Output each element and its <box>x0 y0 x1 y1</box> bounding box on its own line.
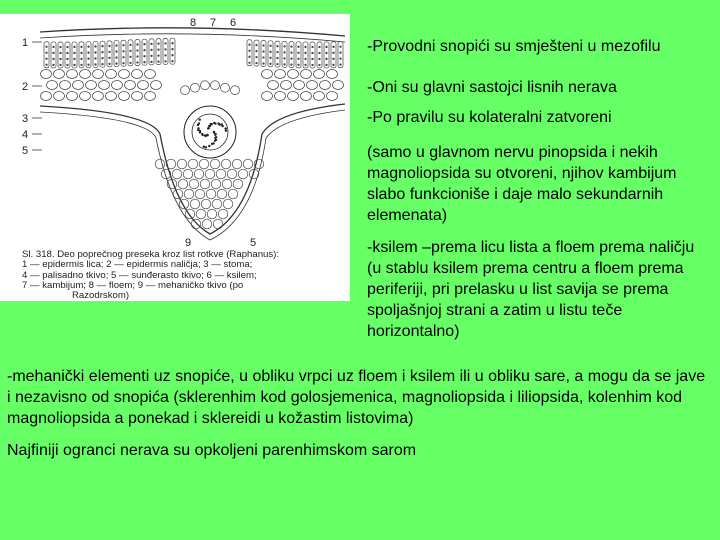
spongy-cell <box>327 70 338 79</box>
vessel-dot <box>225 129 227 131</box>
spongy-cell <box>281 81 292 90</box>
spongy-cell <box>106 92 117 101</box>
chloroplast-dot <box>172 60 174 62</box>
spongy-cell <box>67 70 78 79</box>
chloroplast-dot <box>298 58 300 60</box>
parenchyma-cell <box>201 199 211 209</box>
bullet-text: -Provodni snopići su smješteni u mezofilu <box>367 38 661 55</box>
spongy-cell <box>54 92 65 101</box>
parenchyma-cell <box>191 219 201 229</box>
chloroplast-dot <box>74 58 76 60</box>
caption-line: Razodrskom) <box>72 290 130 302</box>
spongy-cell <box>47 81 58 90</box>
vessel-dot <box>201 133 203 135</box>
chloroplast-dot <box>60 64 62 66</box>
spongy-cell <box>119 92 130 101</box>
spongy-cell <box>125 81 136 90</box>
chloroplast-dot <box>277 45 279 47</box>
spongy-cell <box>99 81 110 90</box>
chloroplast-dot <box>130 56 132 58</box>
spongy-cell <box>41 70 52 79</box>
vessel-dot <box>208 145 210 147</box>
chloroplast-dot <box>53 64 55 66</box>
spongy-cell <box>301 92 312 101</box>
spongy-cell <box>294 81 305 90</box>
chloroplast-dot <box>81 58 83 60</box>
chloroplast-dot <box>319 46 321 48</box>
spongy-cell <box>333 81 344 90</box>
spongy-cell <box>106 70 117 79</box>
chloroplast-dot <box>305 52 307 54</box>
figure-label-number: 1 <box>22 37 29 49</box>
chloroplast-dot <box>130 62 132 64</box>
spongy-cell <box>132 70 143 79</box>
spongy-cell <box>119 70 130 79</box>
chloroplast-dot <box>312 64 314 66</box>
chloroplast-dot <box>116 63 118 65</box>
chloroplast-dot <box>291 46 293 48</box>
chloroplast-dot <box>165 61 167 63</box>
chloroplast-dot <box>263 63 265 65</box>
chloroplast-dot <box>109 45 111 47</box>
bullet-text: -ksilem –prema licu lista a floem prema naličju (u stablu ksilem prema centru a floem prema periferiji, pri prelasku u list savija se prema spoljašnjoj strani a zatim u listu teče horizontalno) <box>367 239 695 340</box>
chloroplast-dot <box>158 61 160 63</box>
chloroplast-dot <box>158 49 160 51</box>
chloroplast-dot <box>67 64 69 66</box>
chloroplast-dot <box>284 58 286 60</box>
chloroplast-dot <box>256 50 258 52</box>
chloroplast-dot <box>74 46 76 48</box>
spongy-cell <box>60 81 71 90</box>
parenchyma-cell <box>184 189 194 199</box>
chloroplast-dot <box>60 46 62 48</box>
caption-line: 1 — epidermis lica; 2 — epidermis naličja; 3 — stoma; <box>22 259 253 271</box>
vessel-dot <box>218 124 220 126</box>
spongy-cell <box>268 81 279 90</box>
parenchyma-cell <box>243 159 253 169</box>
vessel-dot <box>199 130 201 132</box>
chloroplast-dot <box>109 51 111 53</box>
chloroplast-dot <box>116 57 118 59</box>
chloroplast-dot <box>263 51 265 53</box>
chloroplast-dot <box>151 49 153 51</box>
chloroplast-dot <box>172 54 174 56</box>
bottom-text <box>7 366 707 461</box>
parenchyma-cell <box>206 189 216 199</box>
chloroplast-dot <box>298 52 300 54</box>
parenchyma-cell <box>213 219 223 229</box>
chloroplast-dot <box>102 51 104 53</box>
vessel-dot <box>199 119 201 121</box>
caption-line: 7 — kambijum; 8 — floem; 9 — mehaničko tkivo (po <box>22 279 244 291</box>
spongy-cell <box>151 81 162 90</box>
chloroplast-dot <box>46 64 48 66</box>
figure-caption <box>22 250 344 301</box>
chloroplast-dot <box>67 46 69 48</box>
vessel-dot <box>211 123 213 125</box>
vessel-dot <box>204 134 206 136</box>
parenchyma-cell <box>232 159 242 169</box>
figure-label-number: 2 <box>22 81 29 93</box>
chloroplast-dot <box>74 64 76 66</box>
chloroplast-dot <box>46 46 48 48</box>
figure-label-number: 4 <box>22 129 29 141</box>
chloroplast-dot <box>53 46 55 48</box>
chloroplast-dot <box>284 52 286 54</box>
parenchyma-cell <box>221 83 230 92</box>
chloroplast-dot <box>60 58 62 60</box>
bullet-text: -Po pravilu su kolateralni zatvoreni <box>367 109 612 126</box>
chloroplast-dot <box>340 46 342 48</box>
chloroplast-dot <box>326 52 328 54</box>
parenchyma-cell <box>210 159 220 169</box>
chloroplast-dot <box>74 52 76 54</box>
spongy-cell <box>307 81 318 90</box>
chloroplast-dot <box>137 56 139 58</box>
chloroplast-dot <box>249 62 251 64</box>
chloroplast-dot <box>102 63 104 65</box>
chloroplast-dot <box>95 58 97 60</box>
chloroplast-dot <box>270 57 272 59</box>
chloroplast-dot <box>333 46 335 48</box>
parenchyma-cell <box>227 169 237 179</box>
chloroplast-dot <box>256 62 258 64</box>
parenchyma-cell <box>189 179 199 189</box>
chloroplast-dot <box>326 58 328 60</box>
spongy-cell <box>275 70 286 79</box>
chloroplast-dot <box>326 64 328 66</box>
parenchyma-cell <box>223 199 233 209</box>
bullet-text: -mehanički elementi uz snopiće, u obliku vrpci uz floem i ksilem ili u obliku sare, a mogu da se jave i nezavisno od snopića (sklerenhim kod golosjemenica, magnoliopsida i liliopsida, kolenhim kod magnoliopsida a ponekad i sklereidi u kožastim listovima) <box>7 368 706 427</box>
spongy-cell <box>314 92 325 101</box>
chloroplast-dot <box>172 48 174 50</box>
chloroplast-dot <box>116 45 118 47</box>
spongy-cell <box>73 81 84 90</box>
chloroplast-dot <box>95 52 97 54</box>
parenchyma-cell <box>188 159 198 169</box>
chloroplast-dot <box>263 57 265 59</box>
chloroplast-dot <box>291 58 293 60</box>
parenchyma-cell <box>172 169 182 179</box>
vessel-dot <box>197 127 199 129</box>
chloroplast-dot <box>319 64 321 66</box>
figure-label-number: 7 <box>210 17 217 29</box>
chloroplast-dot <box>123 44 125 46</box>
caption-line: Sl. 318. Deo poprečnog preseka kroz list rotkve (Raphanus): <box>22 249 280 260</box>
chloroplast-dot <box>312 52 314 54</box>
chloroplast-dot <box>53 58 55 60</box>
vessel-dot <box>213 131 215 133</box>
chloroplast-dot <box>158 55 160 57</box>
vessel-dot <box>214 122 216 124</box>
vessel-dot <box>207 127 209 129</box>
chloroplast-dot <box>137 62 139 64</box>
chloroplast-dot <box>123 56 125 58</box>
vessel-dot <box>203 146 205 148</box>
chloroplast-dot <box>88 64 90 66</box>
spongy-cell <box>301 70 312 79</box>
chloroplast-dot <box>165 49 167 51</box>
chloroplast-dot <box>312 58 314 60</box>
parenchyma-cell <box>222 179 232 189</box>
chloroplast-dot <box>130 44 132 46</box>
chloroplast-dot <box>109 57 111 59</box>
parenchyma-cell <box>191 83 200 92</box>
chloroplast-dot <box>123 62 125 64</box>
parenchyma-cell <box>196 209 206 219</box>
parenchyma-cell <box>178 179 188 189</box>
chloroplast-dot <box>151 43 153 45</box>
chloroplast-dot <box>144 43 146 45</box>
spongy-cell <box>132 92 143 101</box>
parenchyma-cell <box>155 159 165 169</box>
chloroplast-dot <box>298 46 300 48</box>
chloroplast-dot <box>326 46 328 48</box>
chloroplast-dot <box>249 56 251 58</box>
chloroplast-dot <box>123 50 125 52</box>
parenchyma-cell <box>166 159 176 169</box>
chloroplast-dot <box>67 58 69 60</box>
vessel-dot <box>214 134 216 136</box>
spongy-cell <box>54 70 65 79</box>
spongy-cell <box>80 92 91 101</box>
chloroplast-dot <box>340 58 342 60</box>
parenchyma-cell <box>202 219 212 229</box>
chloroplast-dot <box>81 52 83 54</box>
chloroplast-dot <box>277 57 279 59</box>
chloroplast-dot <box>340 64 342 66</box>
chloroplast-dot <box>298 64 300 66</box>
chloroplast-dot <box>270 51 272 53</box>
chloroplast-dot <box>277 51 279 53</box>
chloroplast-dot <box>333 52 335 54</box>
parenchyma-cell <box>233 179 243 189</box>
spongy-cell <box>138 81 149 90</box>
chloroplast-dot <box>95 64 97 66</box>
spongy-cell <box>112 81 123 90</box>
parenchyma-cell <box>207 209 217 219</box>
chloroplast-dot <box>256 44 258 46</box>
spongy-cell <box>314 70 325 79</box>
parenchyma-cell <box>218 209 228 219</box>
chloroplast-dot <box>165 55 167 57</box>
spongy-cell <box>80 70 91 79</box>
chloroplast-dot <box>53 52 55 54</box>
chloroplast-dot <box>102 45 104 47</box>
chloroplast-dot <box>340 52 342 54</box>
spongy-cell <box>275 92 286 101</box>
chloroplast-dot <box>305 64 307 66</box>
parenchyma-cell <box>216 169 226 179</box>
parenchyma-cell <box>194 169 204 179</box>
parenchyma-cell <box>228 189 238 199</box>
chloroplast-dot <box>46 58 48 60</box>
chloroplast-dot <box>116 51 118 53</box>
vessel-dot <box>224 127 226 129</box>
spongy-cell <box>327 92 338 101</box>
parenchyma-cell <box>181 86 190 95</box>
chloroplast-dot <box>172 42 174 44</box>
parenchyma-cell <box>201 81 210 90</box>
figure-label-number: 5 <box>250 237 257 249</box>
spongy-cell <box>262 70 273 79</box>
parenchyma-cell <box>190 199 200 209</box>
chloroplast-dot <box>151 55 153 57</box>
bullet-text: -Oni su glavni sastojci lisnih nerava <box>367 79 617 96</box>
chloroplast-dot <box>144 61 146 63</box>
figure-label-number: 5 <box>22 145 29 157</box>
caption-line: 4 — palisadno tkivo; 5 — sunđerasto tkivo; 6 — ksilem; <box>22 269 257 281</box>
parenchyma-cell <box>195 189 205 199</box>
parenchyma-cell <box>177 159 187 169</box>
chloroplast-dot <box>305 58 307 60</box>
figure-label-number: 6 <box>230 17 237 29</box>
chloroplast-dot <box>256 56 258 58</box>
spongy-cell <box>93 92 104 101</box>
vessel-dot <box>205 146 207 148</box>
chloroplast-dot <box>165 43 167 45</box>
spongy-cell <box>86 81 97 90</box>
vessel-dot <box>214 139 216 141</box>
chloroplast-dot <box>81 46 83 48</box>
spongy-cell <box>320 81 331 90</box>
figure-label-number: 8 <box>190 17 197 29</box>
spongy-cell <box>145 92 156 101</box>
chloroplast-dot <box>46 52 48 54</box>
chloroplast-dot <box>319 52 321 54</box>
chloroplast-dot <box>151 61 153 63</box>
chloroplast-dot <box>95 46 97 48</box>
chloroplast-dot <box>284 46 286 48</box>
chloroplast-dot <box>137 50 139 52</box>
bullet-text: Najfiniji ogranci nerava su opkoljeni parenhimskom sarom <box>7 442 417 459</box>
chloroplast-dot <box>109 63 111 65</box>
chloroplast-dot <box>263 45 265 47</box>
chloroplast-dot <box>144 49 146 51</box>
chloroplast-dot <box>312 46 314 48</box>
chloroplast-dot <box>291 52 293 54</box>
vessel-dot <box>214 137 216 139</box>
parenchyma-cell <box>185 209 195 219</box>
parenchyma-cell <box>231 86 240 95</box>
spongy-cell <box>145 70 156 79</box>
chloroplast-dot <box>158 43 160 45</box>
chloroplast-dot <box>249 50 251 52</box>
spongy-cell <box>67 92 78 101</box>
bullet-text: (samo u glavnom nervu pinopsida i nekih magnoliopsida su otvoreni, njihov kambijum slabo funkcioniše i daje malo sekundarnih elemenata) <box>367 144 677 224</box>
chloroplast-dot <box>333 64 335 66</box>
chloroplast-dot <box>291 64 293 66</box>
figure-label-number: 3 <box>22 113 29 125</box>
chloroplast-dot <box>270 45 272 47</box>
spongy-cell <box>93 70 104 79</box>
chloroplast-dot <box>319 58 321 60</box>
chloroplast-dot <box>284 64 286 66</box>
parenchyma-cell <box>212 199 222 209</box>
parenchyma-cell <box>200 179 210 189</box>
parenchyma-cell <box>238 169 248 179</box>
parenchyma-cell <box>221 159 231 169</box>
parenchyma-cell <box>199 159 209 169</box>
leaf-cross-section-figure <box>0 14 350 301</box>
vessel-dot <box>198 122 200 124</box>
vessel-dot <box>206 134 208 136</box>
chloroplast-dot <box>305 46 307 48</box>
vessel-dot <box>209 125 211 127</box>
chloroplast-dot <box>137 44 139 46</box>
parenchyma-cell <box>205 169 215 179</box>
vessel-dot <box>222 125 224 127</box>
chloroplast-dot <box>102 57 104 59</box>
chloroplast-dot <box>60 52 62 54</box>
chloroplast-dot <box>67 52 69 54</box>
figure-label-number: 9 <box>185 237 192 249</box>
parenchyma-cell <box>217 189 227 199</box>
parenchyma-cell <box>211 179 221 189</box>
chloroplast-dot <box>81 64 83 66</box>
chloroplast-dot <box>249 44 251 46</box>
chloroplast-dot <box>270 63 272 65</box>
parenchyma-cell <box>183 169 193 179</box>
vessel-dot <box>211 143 213 145</box>
chloroplast-dot <box>277 63 279 65</box>
spongy-cell <box>41 92 52 101</box>
chloroplast-dot <box>88 58 90 60</box>
chloroplast-dot <box>88 52 90 54</box>
spongy-cell <box>288 92 299 101</box>
parenchyma-cell <box>211 81 220 90</box>
chloroplast-dot <box>130 50 132 52</box>
chloroplast-dot <box>144 55 146 57</box>
spongy-cell <box>288 70 299 79</box>
spongy-cell <box>262 92 273 101</box>
chloroplast-dot <box>333 58 335 60</box>
chloroplast-dot <box>88 46 90 48</box>
